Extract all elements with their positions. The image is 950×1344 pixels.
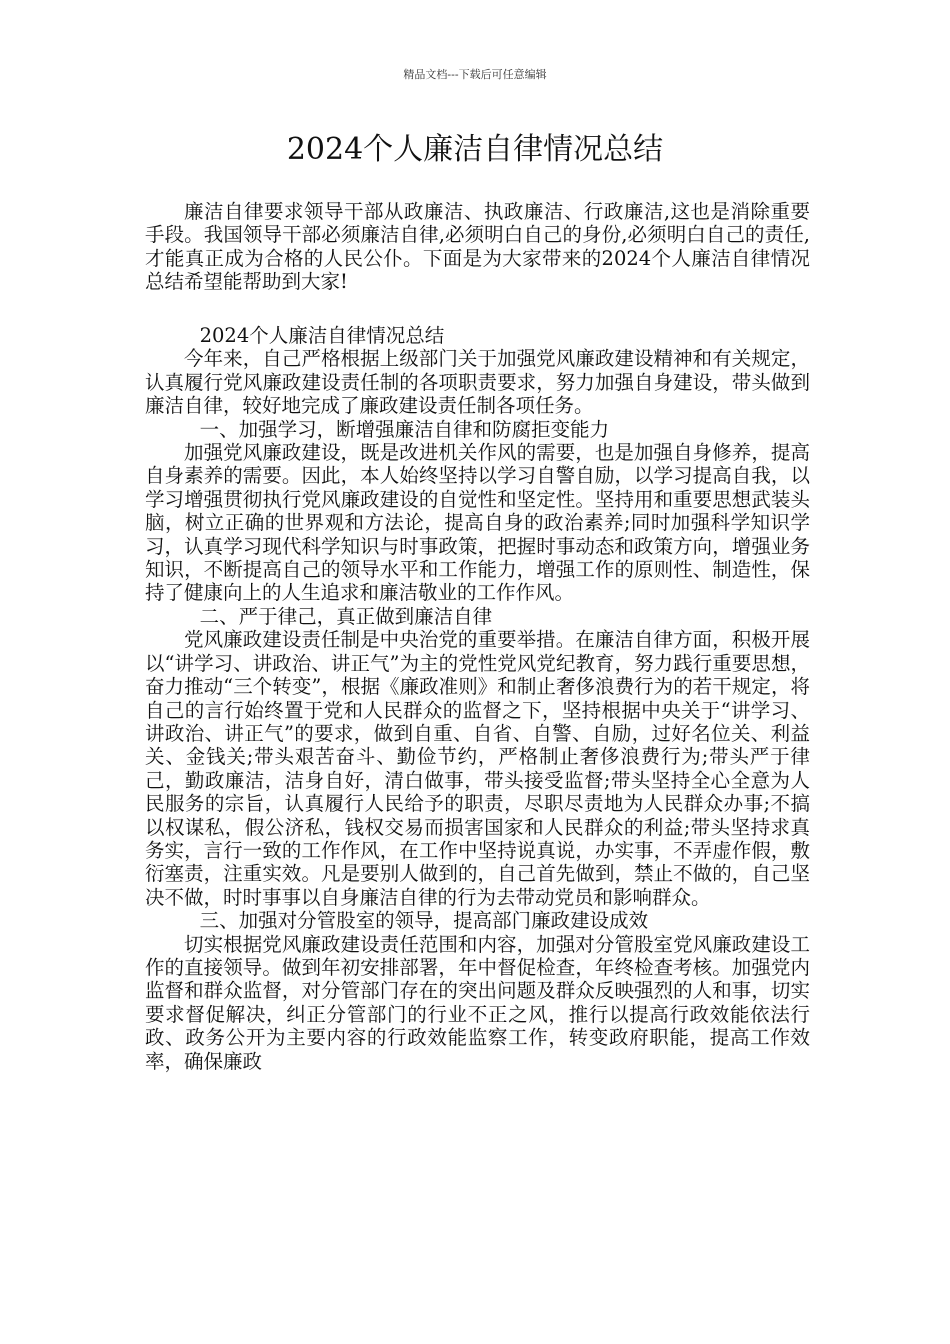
document-title: 2024个人廉洁自律情况总结 bbox=[286, 132, 664, 167]
section-heading: 二、严于律己，真正做到廉洁自律 bbox=[199, 604, 493, 628]
paragraph: 党风廉政建设责任制是中央治党的重要举措。在廉洁自律方面，积极开展以“讲学习、讲政治、讲正气”为主的党性党风党纪教育，努力践行重要思想，奋力推动“三个转变”，根据《廉政准则》和制止奢侈浪费行为的若干规定，将自己的言行始终置于党和人民群众的监督之下，坚持根据中央关于“讲学习、讲政治、讲正气”的要求，做到自重、自省、自警、自励，过好名位关、利益关、金钱关;带头艰苦奋斗、勤俭节约，严格制止奢侈浪费行为;带头严于律己，勤政廉洁，洁身自好，清白做事，带头接受监督;带头坚持全心全意为人民服务的宗旨，认真履行人民给予的职责，尽职尽责地为人民群众办事;不搞以权谋私，假公济私，钱权交易而损害国家和人民群众的利益;带头坚持求真务实，言行一致的工作作风，在工作中坚持说真说，办实事，不弄虚作假，敷衍塞责，注重实效。凡是要别人做到的，自己首先做到，禁止不做的，自己坚决不做，时时事事以自身廉洁自律的行为去带动党员和影响群众。 bbox=[145, 628, 810, 909]
section-heading: 三、加强对分管股室的领导，提高部门廉政建设成效 bbox=[199, 909, 649, 933]
section-heading: 一、加强学习，断增强廉洁自律和防腐拒变能力 bbox=[199, 417, 610, 441]
section-subtitle: 2024个人廉洁自律情况总结 bbox=[199, 324, 445, 347]
paragraph: 切实根据党风廉政建设责任范围和内容，加强对分管股室党风廉政建设工作的直接领导。做到年初安排部署，年中督促检查，年终检查考核。加强党内监督和群众监督，对分管部门存在的突出问题及群众反映强烈的人和事，切实要求督促解决，纠正分管部门的行业不正之风，推行以提高行政效能依法行政、政务公开为主要内容的行政效能监察工作，转变政府职能，提高工作效率，确保廉政 bbox=[145, 932, 810, 1073]
paragraph: 加强党风廉政建设，既是改进机关作风的需要，也是加强自身修养，提高自身素养的需要。因此，本人始终坚持以学习自警自励，以学习提高自我，以学习增强贯彻执行党风廉政建设的自觉性和坚定性。坚持用和重要思想武装头脑，树立正确的世界观和方法论，提高自身的政治素养;同时加强科学知识学习，认真学习现代科学知识与时事政策，把握时事动态和政策方向，增强业务知识，不断提高自己的领导水平和工作能力，增强工作的原则性、制造性，保持了健康向上的人生追求和廉洁敬业的工作作风。 bbox=[145, 441, 810, 605]
intro-section bbox=[145, 200, 810, 294]
main-section bbox=[145, 324, 810, 1073]
page-header: 精品文档---下载后可任意编辑 bbox=[403, 68, 547, 81]
paragraph: 今年来，自己严格根据上级部门关于加强党风廉政建设精神和有关规定，认真履行党风廉政建设责任制的各项职责要求，努力加强自身建设，带头做到廉洁自律，较好地完成了廉政建设责任制各项任务。 bbox=[145, 347, 810, 418]
intro-paragraph: 廉洁自律要求领导干部从政廉洁、执政廉洁、行政廉洁,这也是消除重要手段。我国领导干部必须廉洁自律,必须明白自己的身份,必须明白自己的责任,才能真正成为合格的人民公仆。下面是为大家带来的2024个人廉洁自律情况总结希望能帮助到大家! bbox=[145, 200, 810, 294]
